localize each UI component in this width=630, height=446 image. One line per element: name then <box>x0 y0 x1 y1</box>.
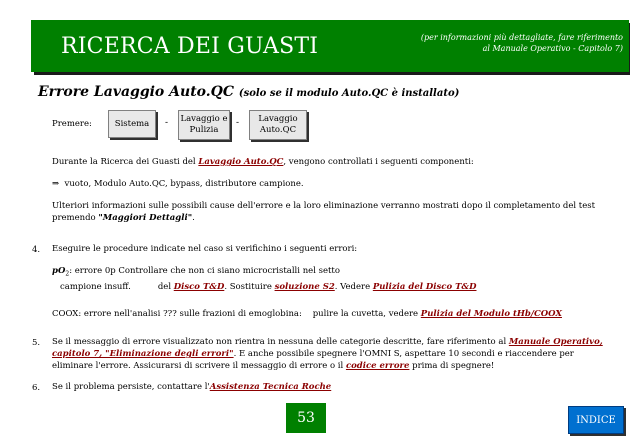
press-label: Premere: <box>52 119 92 129</box>
po2-error <box>52 265 522 293</box>
po2-line2-pre: campione insuff. del <box>60 281 174 292</box>
po2-line-2 <box>52 281 522 293</box>
lavaggio-pulizia-button[interactable]: Lavaggio e Pulizia <box>178 110 230 140</box>
po2-label: pO <box>52 266 66 276</box>
po2-sub: 2 <box>65 270 70 278</box>
po2-line2-mid: . Sostituire <box>224 281 275 292</box>
item-5-number: 5. <box>32 338 41 348</box>
separator-1: - <box>165 118 169 128</box>
item5-link-codice[interactable]: codice errore <box>345 361 410 371</box>
item6-pre: Se il problema persiste, contattare l' <box>52 382 210 392</box>
p1-highlight[interactable]: Lavaggio Auto.QC <box>198 157 284 167</box>
header-banner <box>31 20 629 72</box>
page-title: RICERCA DEI GUASTI <box>61 34 319 59</box>
p2-highlight: "Maggiori Dettagli" <box>98 213 193 223</box>
p2-pre: Ulteriori informazioni sulle possibili cause dell'errore e la loro eliminazione verranno mostrati dopo il completamento del test premendo <box>52 201 596 223</box>
item6-link-assistenza[interactable]: Assistenza Tecnica Roche <box>209 382 332 392</box>
paragraph-components-intro <box>52 156 612 168</box>
separator-2: - <box>236 118 240 128</box>
po2-line1-text: : errore 0p Controllare che non ci siano microcristalli nel setto <box>69 266 340 276</box>
section-subtitle: (solo se il modulo Auto.QC è installato) <box>238 88 460 99</box>
cox-pre: COOX: errore nell'analisi ??? sulle frazioni di emoglobina: <box>52 309 302 319</box>
arrow-icon: ⇒ <box>52 179 60 189</box>
po2-link-soluzione[interactable]: soluzione S2 <box>274 281 335 292</box>
po2-link-disco[interactable]: Disco T&D <box>173 281 225 292</box>
item5-pre: Se il messaggio di errore visualizzato non rientra in nessuna delle categorie descritte, fare riferimento al <box>52 337 509 347</box>
page-number-badge: 53 <box>286 403 326 433</box>
p1-post: , vengono controllati i seguenti componenti: <box>283 157 474 167</box>
p1-pre: Durante la Ricerca dei Guasti del <box>52 157 199 167</box>
po2-link-pulizia[interactable]: Pulizia del Disco T&D <box>372 281 477 292</box>
components-text: vuoto, Modulo Auto.QC, bypass, distributore campione. <box>64 179 304 189</box>
item-6-number: 6. <box>32 383 41 393</box>
cox-link[interactable]: Pulizia del Modulo tHb/COOX <box>420 309 562 319</box>
p2-post: . <box>192 213 195 223</box>
cox-error <box>52 308 612 320</box>
lavaggio-autoqc-button[interactable]: Lavaggio Auto.QC <box>249 110 307 140</box>
item-5-text <box>52 336 612 372</box>
cox-mid: pulire la cuvetta, vedere <box>312 309 421 319</box>
item-4-text: Eseguire le procedure indicate nel caso si verifichino i seguenti errori: <box>52 244 358 254</box>
header-note: (per informazioni più dettagliate, fare riferimento al Manuale Operativo - Capitolo 7) <box>420 33 623 53</box>
index-button[interactable]: INDICE <box>568 406 624 434</box>
po2-line-1 <box>52 265 522 281</box>
item5-mid: . E anche possibile spegnere l'OMNI S, aspettare 10 secondi e riaccendere per eliminare l'errore. Assicurarsi di scrivere il messaggio di errore o il <box>52 349 574 371</box>
section-title <box>38 84 459 100</box>
sistema-button[interactable]: Sistema <box>108 110 156 138</box>
section-title-main: Errore Lavaggio Auto.QC <box>38 84 234 100</box>
paragraph-details <box>52 200 610 224</box>
components-list <box>52 178 612 190</box>
po2-line2-mid2: . Vedere <box>334 281 373 292</box>
item-6-text <box>52 381 612 393</box>
item5-link-manuale[interactable]: Manuale Operativo, capitolo 7, "Eliminazione degli errori" <box>52 337 603 359</box>
item-4-number: 4. <box>32 245 41 255</box>
item5-post: prima di spegnere! <box>409 361 495 371</box>
